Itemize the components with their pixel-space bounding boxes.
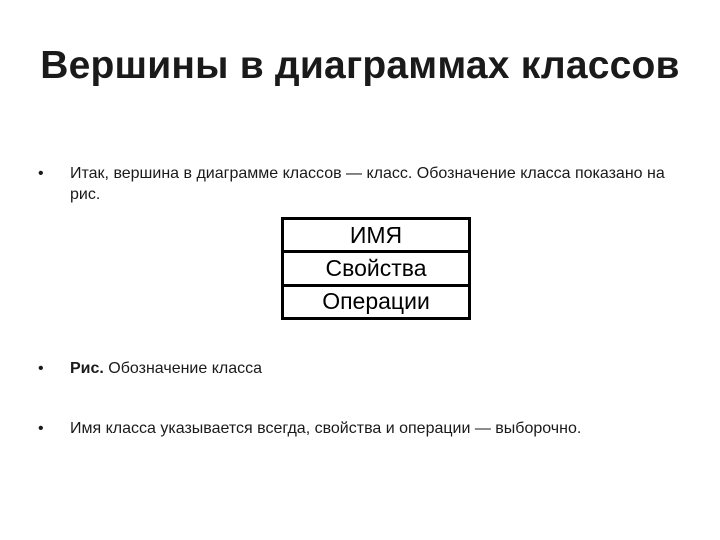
figure-caption xyxy=(70,358,678,379)
figure-caption-text: Обозначение класса xyxy=(103,360,263,377)
class-notation-diagram xyxy=(281,217,471,320)
bullet-intro xyxy=(38,163,678,205)
bullet-marker: • xyxy=(38,420,44,437)
class-name-compartment: ИМЯ xyxy=(349,221,403,248)
class-properties-compartment: Свойства xyxy=(284,250,468,283)
bullet-class-name-rule-text: Имя класса указывается всегда, свойства и операции — выборочно. xyxy=(70,420,582,437)
bullet-class-name-rule xyxy=(38,418,678,439)
bullet-marker: • xyxy=(38,360,44,377)
bullet-figure-caption xyxy=(38,358,678,379)
bullet-intro-text: Итак, вершина в диаграмме классов — класс. Обозначение класса показано на рис. xyxy=(70,165,665,203)
figure-caption-label: Рис. xyxy=(70,360,104,377)
class-operations-compartment: Операции xyxy=(284,284,468,317)
slide-title: Вершины в диаграммах классов xyxy=(40,44,680,87)
bullet-marker: • xyxy=(38,165,44,182)
